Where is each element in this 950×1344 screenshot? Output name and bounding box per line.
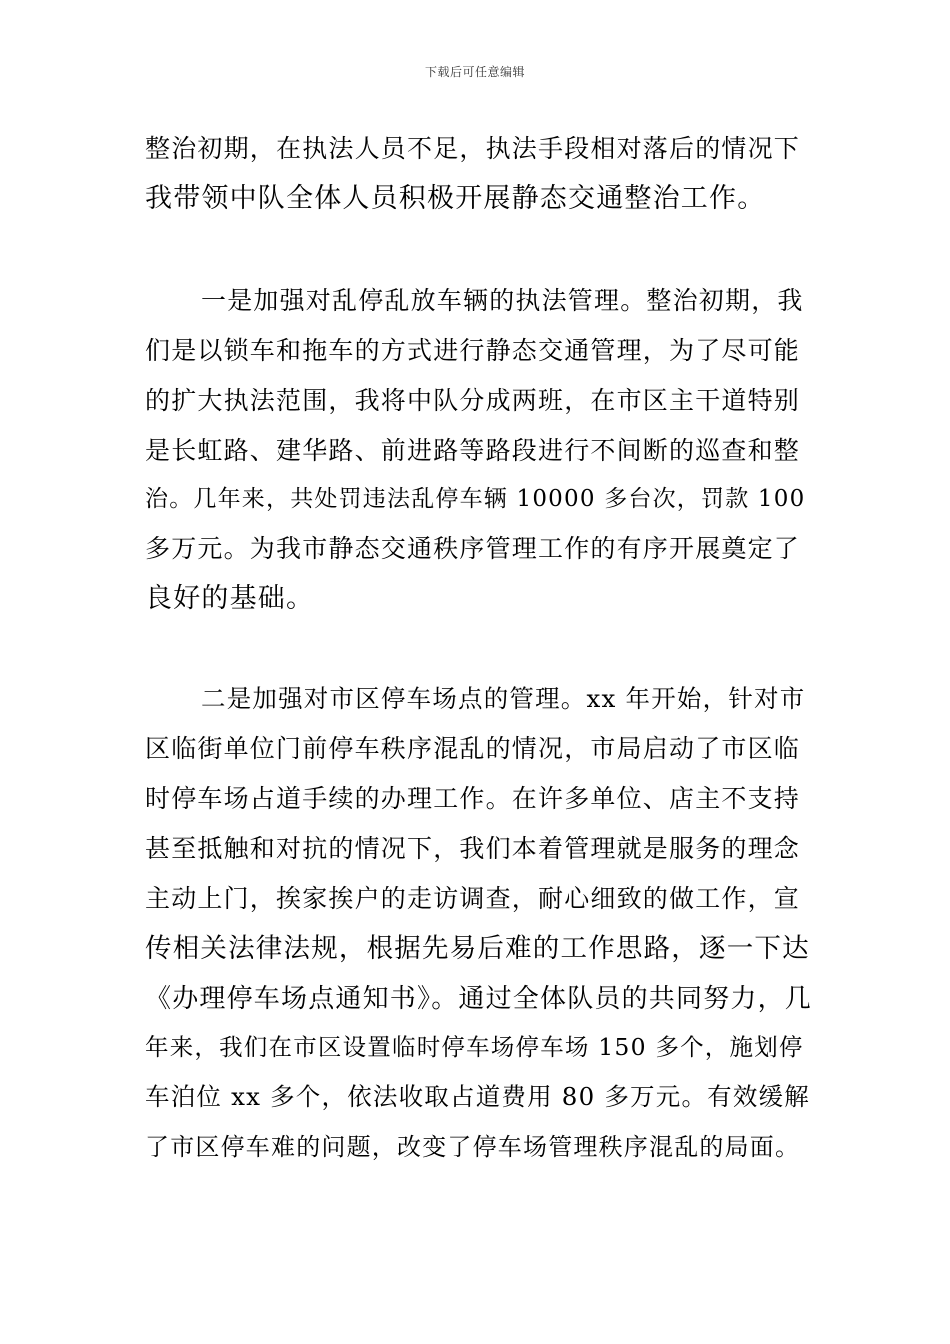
paragraph-3-line-10: 了市区停车难的问题，改变了停车场管理秩序混乱的局面。: [145, 1133, 801, 1161]
paragraph-3-line-8: 年来，我们在市区设置临时停车场停车场 150 多个，施划停: [145, 1033, 804, 1061]
paragraph-3-line-7: 《办理停车场点通知书》。通过全体队员的共同努力，几: [145, 984, 813, 1014]
paragraph-1-line-1: 整治初期，在执法人员不足，执法手段相对落后的情况下: [145, 134, 801, 163]
paragraph-2-line-3: 的扩大执法范围，我将中队分成两班，在市区主干道特别: [145, 386, 801, 415]
paragraph-1-line-2: 我带领中队全体人员积极开展静态交通整治工作。: [145, 183, 766, 214]
paragraph-2-line-7: 良好的基础。: [145, 583, 315, 614]
paragraph-3-line-6: 传相关法律法规，根据先易后难的工作思路，逐一下达: [145, 933, 810, 964]
paragraph-2-line-4: 是长虹路、建华路、前进路等路段进行不间断的巡查和整: [145, 436, 801, 465]
paragraph-2-line-5: 治。几年来，共处罚违法乱停车辆 10000 多台次，罚款 100: [145, 486, 806, 512]
paragraph-2-line-1: 一是加强对乱停乱放车辆的执法管理。整治初期，我: [201, 286, 804, 315]
paragraph-3-line-9: 车泊位 xx 多个，依法收取占道费用 80 多万元。有效缓解: [145, 1082, 810, 1111]
paragraph-2-line-6: 多万元。为我市静态交通秩序管理工作的有序开展奠定了: [145, 534, 801, 563]
paragraph-3-line-1: 二是加强对市区停车场点的管理。xx 年开始，针对市: [201, 684, 806, 713]
paragraph-2-line-2: 们是以锁车和拖车的方式进行静态交通管理，为了尽可能: [145, 336, 801, 365]
paragraph-3-line-4: 甚至抵触和对抗的情况下，我们本着管理就是服务的理念: [145, 834, 801, 863]
paragraph-3-line-2: 区临街单位门前停车秩序混乱的情况，市局启动了市区临: [145, 734, 801, 763]
paragraph-3-line-3: 时停车场占道手续的办理工作。在许多单位、店主不支持: [145, 784, 801, 813]
paragraph-3-line-5: 主动上门，挨家挨户的走访调查，耐心细致的做工作，宣: [145, 884, 801, 913]
page-header: 下载后可任意编辑: [424, 65, 525, 79]
